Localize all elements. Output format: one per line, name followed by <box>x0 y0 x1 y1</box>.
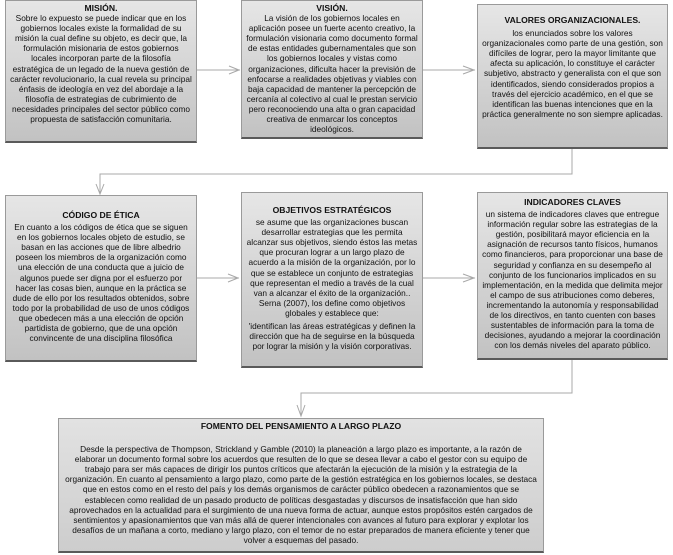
node-title: MISIÓN. <box>84 3 118 13</box>
node-title: INDICADORES CLAVES <box>524 197 621 207</box>
node-text: Sobre lo expuesto se puede indicar que en los gobiernos locales existe la formalidad de su misión la cual define su objeto, es decir que, la formulación misionaria de estos gobiernos locales incorporan parte de la filosofía estratégica de un legado de la nueva gestión de carácter revolucionario, la cual revela su principal énfasis de ideología en vez del abordaje a la filosofía de estrategias de cubrimiento de necesidades principales del sector público como propuesta de satisfacción comunitaria. <box>10 13 192 125</box>
node-title: FOMENTO DEL PENSAMIENTO A LARGO PLAZO <box>200 421 402 431</box>
node-codigo-etica <box>5 195 197 362</box>
edge-valores-codigo <box>100 148 572 193</box>
node-mision <box>5 0 197 143</box>
node-title: CÓDIGO DE ÉTICA <box>62 210 140 220</box>
node-text: los enunciados sobre los valores organizacionales como parte de una gestión, son difíciles de lograr, pero la mayor limitante que afecta su aplicación, lo constituye el carácter subjetivo, abstracto y generalista con el que son identificados, siendo considerados propios a través del ejercicio académico, en el que se identifican las buenas intenciones que en la práctica generalmente no son siempre aplicadas. <box>482 28 663 119</box>
node-objetivos <box>241 192 423 368</box>
node-title: VALORES ORGANIZACIONALES. <box>504 15 641 25</box>
node-indicadores <box>477 192 668 360</box>
node-title: VISIÓN. <box>316 3 348 13</box>
node-valores <box>477 4 668 149</box>
node-text: La visión de los gobiernos locales en aplicación posee un fuerte acento creativo, la formulación visionaria como documento formal de estas entidades gubernamentales que son los gobiernos locales y vistas como organizaciones, dificulta hacer la previsión de enfocarse a realidades objetivas y viables con baja capacidad de mantener la percepción de cercanía al colectivo al cual le prestan servicio pero reconociendo una alta o gran capacidad creativa de enmarcar los conceptos ideológicos. <box>246 13 418 135</box>
node-title: OBJETIVOS ESTRATÉGICOS <box>272 205 392 215</box>
node-text: Desde la perspectiva de Thompson, Strickland y Gamble (2010) la planeación a largo plazo es importante, a la razón de elaborar un documento formal sobre los acuerdos que resulten de lo que se desea llevar a cabo el gestor con su equipo de trabajo para ser más capaces de dirigir los puntos críticos que afectarán la ejecución de la misión y la estrategia de la organización. En cuanto al pensamiento a largo plazo, como parte de la gestión estratégica en los gobiernos locales, se destaca que en estos como en el resto del país y los demás organismos de carácter público obedecen a razonamientos que se establecen como realidad de un pasado producto de políticas desgastadas y discursos de insatisfacción que han sido aprovechados en la actualidad para el surgimiento de una nueva forma de actuar, aunque estos propósitos estén cargados de sentimientos y apasionamientos que van más allá de querer intencionales con avances al futuro para explorar y explotar los desafíos de un mañana a corto, mediano y largo plazo, con el temor de no estar preparados de manera eficiente y tener que volver a esquemas del pasado. <box>65 444 537 545</box>
node-text: se asume que las organizaciones buscan desarrollar estrategias que les permita alcanzar sus objetivos, siendo éstos las metas que procuran lograr a un largo plazo de acuerdo a la misión de la organización, por lo que se establece un conjunto de estrategias que representan el medio a través de la cual van a alcanzar el éxito de la organización.. Serna (2007), los define como objetivos globales y establece que: <box>246 217 418 318</box>
node-text: En cuanto a los códigos de ética que se siguen en los gobiernos locales objeto de estudio, se basan en las acciones que de libre albedrio poseen los miembros de la organización como una elección de una conducta que a juicio de algunos puede ser digna por el esfuerzo por hacer las cosas bien, aunque en la práctica se dude de ello por los resultados obtenidos, sobre todo por la probabilidad de uso de unos códigos que obedecen más a una elección de opción partidista de gobierno, que de una opción convincente de una disciplina filosófica <box>12 222 190 344</box>
node-text: un sistema de indicadores claves que entregue información regular sobre las estrategias de la gestión, posibilitará mayor eficiencia en la asignación de recursos tanto físicos, humanos como financieros, para proporcionar una base de seguridad y confianza en su desempeño al conjunto de los funcionarios implicados en su implementación, en la medida que delimita mejor el campo de sus atribuciones como deberes, incrementando la autonomía y responsabilidad de los directivos, en tanto cuenten con bases sustentables de información para la toma de decisiones, ayudando a mejorar la coordinación con los demás niveles del aparato público. <box>482 209 663 351</box>
node-fomento <box>58 418 544 553</box>
node-vision <box>241 0 423 139</box>
edge-indicadores-fomento <box>301 360 572 416</box>
node-quote: 'identifican las áreas estratégicas y definen la dirección que ha de seguirse en la búsqueda por lograr la misión y la visión corporativas. <box>248 321 416 352</box>
